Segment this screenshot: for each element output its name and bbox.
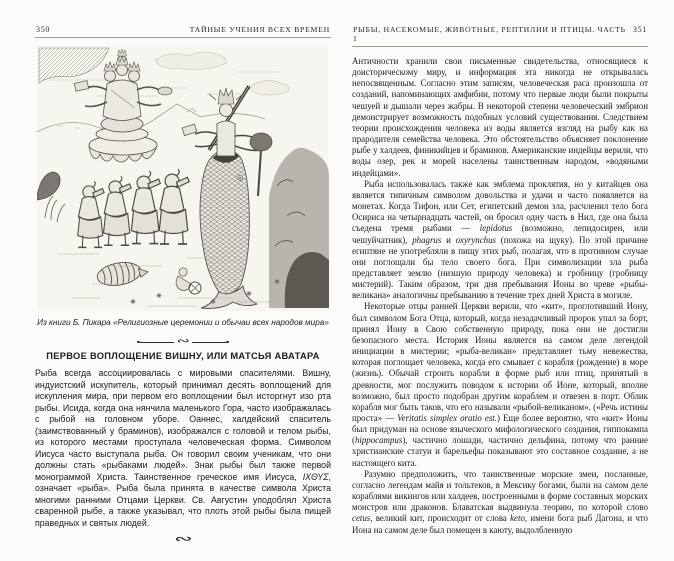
running-head-right bbox=[352, 25, 648, 47]
running-head-left bbox=[35, 25, 331, 38]
running-title-left: ТАЙНЫЕ УЧЕНИЯ ВСЕХ ВРЕМЕН bbox=[189, 25, 330, 34]
end-of-section-ornament bbox=[35, 532, 331, 547]
page-number-left: 350 bbox=[36, 25, 51, 34]
divider-dot-right bbox=[226, 341, 229, 344]
paragraph: Рыба использовалась также как эмблема проклятия, но у китайцев она является типичным символом довольства и удачи и часто появляется на монетах. Когда Тифон, или Сет, египетский демон зла, расчленил тело бога Осириса на четырнадцать частей, он бросил одну часть в Нил, где она была съедена тремя рыбами — lepidotus (возможно, лепидосирен, или чешуйчатник), phagrus и oxyrynchus (похожа на щуку). По этой причине египтяне не употребляли в пищу этих рыб, полагая, что в противном случае они поглощали бы тело своего бога. При символизации зла рыба представляет землю (низшую природу человека) и гробницу (гробницу мистерий). Таким образом, три дня пребывания Ионы во чреве «рыбы-великана» аналогичны пребыванию в течение трех дней Христа в могиле. bbox=[352, 178, 649, 301]
section-heading: ПЕРВОЕ ВОПЛОЩЕНИЕ ВИШНУ, ИЛИ МАТСЬЯ АВАТАРА bbox=[46, 351, 320, 361]
illustration-figure bbox=[37, 46, 329, 311]
right-body-text bbox=[352, 56, 648, 536]
divider-line-left bbox=[140, 342, 174, 343]
page-right bbox=[352, 25, 648, 536]
section-divider-ornament bbox=[35, 337, 331, 347]
end-swirl-icon: ∾ bbox=[173, 532, 193, 547]
page-number-right: 351 bbox=[632, 25, 647, 34]
divider-swirl-icon: ∾ bbox=[176, 336, 190, 347]
illustration-caption: Из книги Б. Пикара «Религиозные церемонии и обычаи всех народов мира» bbox=[37, 318, 329, 327]
page-left bbox=[35, 25, 331, 547]
divider-line-right bbox=[192, 342, 226, 343]
vishnu-matsya-engraving bbox=[37, 46, 329, 311]
running-title-right: РЫБЫ, НАСЕКОМЫЕ, ЖИВОТНЫЕ, РЕПТИЛИИ И ПТИЦЫ. ЧАСТЬ 1 bbox=[353, 25, 626, 43]
paragraph: Рыба всегда ассоциировалась с мировыми спасителями. Вишну, индуистский искупитель, который принимал десять воплощений для искупления мира, при первом его воплощении был исторгнут изо рта рыбы. Исида, когда она нянчила маленького Гора, часто изображалась с рыбой на головном уборе. Оаннес, халдейский спаситель (заимствованный у браминов), изображался с головой и телом рыбы, из которого местами проступала человеческая форма. Символом Иисуса часто выступала рыба. Он говорил своим ученикам, что они должны стать «рыбаками людей». Знак рыбы был также первой монограммой Христа. Таинственное греческое имя Иисуса, ΙΧΘΥΣ, означает «рыба». Рыба была принята в качестве символа Христа многими ранними Отцами Церкви. Св. Августин уподоблял Христа сваренной рыбе, а также указывал, что плоть этой рыбы была пищей праведных и святых людей. bbox=[35, 368, 331, 528]
paragraph: Античности хранили свои письменные свидетельства, относящиеся к доисторическому миру, и информация эта никогда не открывалась непосвященным. Согласно этим записям, человеческая раса произошла от созданий, напоминающих амфибии, потому что первые люди были покрыты чешуей и дышали через жабры. В некоторой степени человеческий эмбрион демонстрирует возможность подобных условий существования. Следствием теории происхождения человека из воды является взгляд на рыбу как на прародителя семейства человека. Это обстоятельство объясняет поклонение рыбе у халдеев, финикийцев и браминов. Американские индейцы верили, что воды озер, рек и морей населены таинственным народом, «водяными индейцами». bbox=[352, 56, 648, 178]
paragraph: Разумно предположить, что таинственные морские змеи, посланные, согласно легендам майя и тольтеков, в Мексику богами, были на самом деле кораблями викингов или халдеев, построенными в форме составных морских монстров или драконов. Блаватская выдвинула теорию, по которой слово cetus, великий кит, происходит от слова keto, имени бога рыб Дагона, и что Иона на самом деле был помещен в каюту, выдолбленную bbox=[352, 468, 648, 535]
paragraph: Некоторые отцы ранней Церкви верили, что «кит», проглотивший Иону, был символом Бога Отца, который, когда незадачливый пророк упал за борт, принял Иону в Свою собственную природу, пока они не достигли безопасного места. История Ионы является на самом деле легендой инициации в мистерии; «рыба-великан» представляет тьму невежества, которая поглощает человека, когда его смывает с корабля (рождение) в море (жизнь). Обычай строить корабли в форме рыб или птиц, принятый в древности, мог послужить поводом к истории об Ионе, который, вполне возможно, был просто подобран другим кораблем и отвезен в порт. Облик корабля мог быть таков, что его называли «рыбой-великаном». («Речь истины проста» — Veritatis simplex oratio est.) Еще более вероятно, что «кит» Ионы был придуман на основе языческого мифологического создания, гиппокампа (hippocampus), частично лошади, частично дельфина, потому что ранние христианские статуи и барельефы показывают это составное создание, а не настоящего кита. bbox=[352, 301, 649, 468]
left-body-text bbox=[35, 368, 331, 529]
